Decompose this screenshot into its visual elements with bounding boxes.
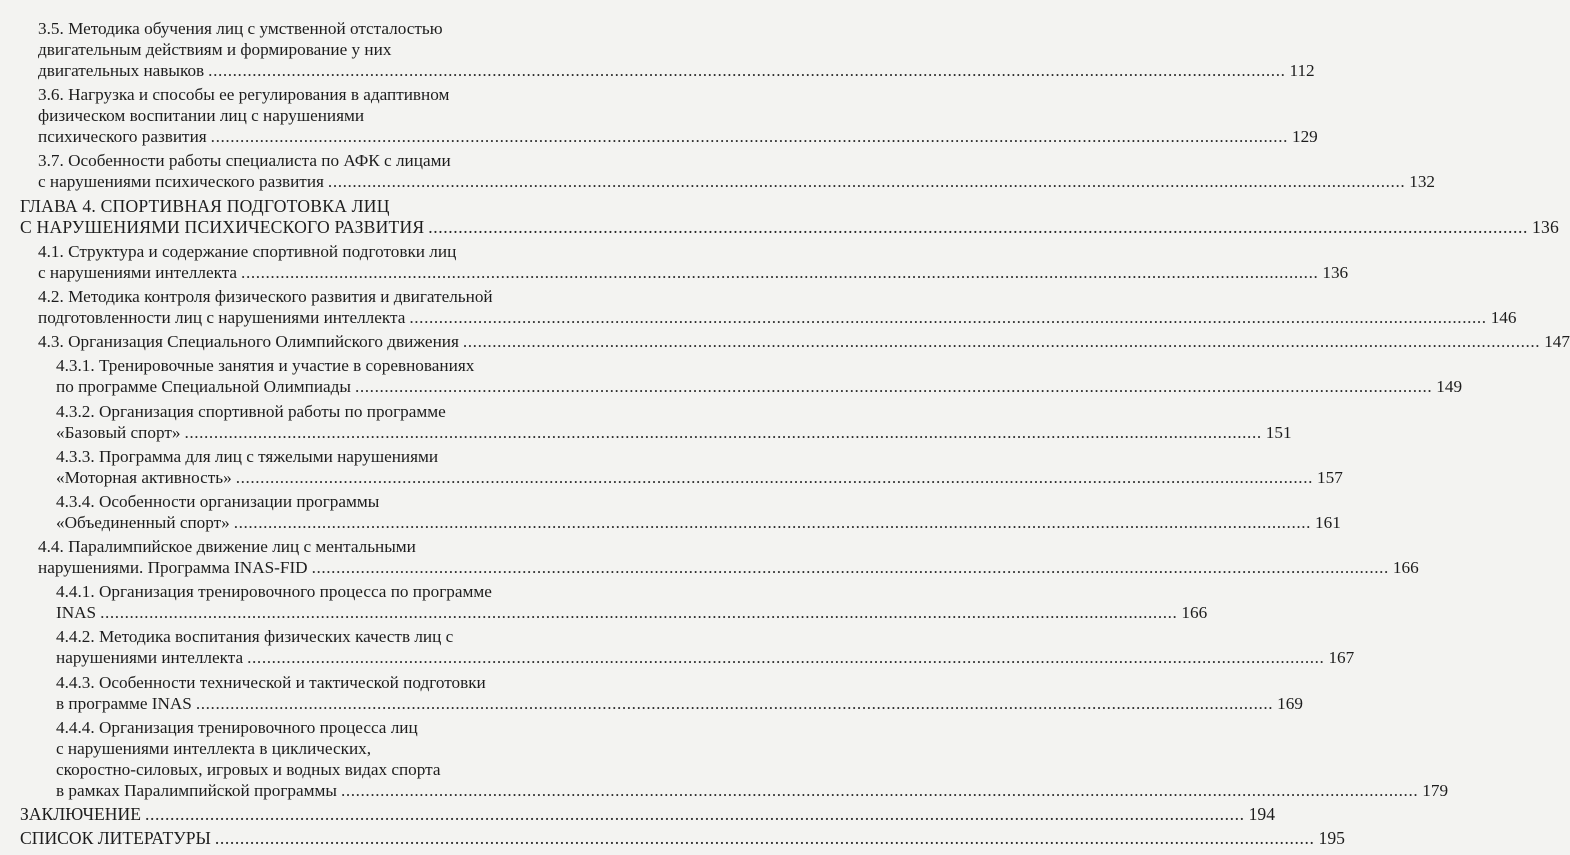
toc-page-number: 147 [1544,332,1570,352]
toc-entry-title-line: «Базовый спорт» [56,422,181,442]
toc-page-number: 179 [1422,780,1449,800]
toc-entry[interactable] [20,491,1341,533]
toc-entry-title-line: 4.4.2. Методика воспитания физических качеств лиц с [56,627,454,647]
toc-entry-last-line [20,828,1345,849]
toc-entry[interactable] [20,150,1436,192]
table-of-contents [20,18,1570,852]
toc-entry[interactable] [20,84,1318,147]
toc-entry-last-line [56,376,1463,397]
toc-entry-title-line: физическом воспитании лиц с нарушениями [38,106,365,126]
dot-leader: ............................................................................................................................................................................................................................ [311,558,1389,578]
toc-entry[interactable] [20,241,1349,283]
toc-entry-title-line: С НАРУШЕНИЯМИ ПСИХИЧЕСКОГО РАЗВИТИЯ [20,216,425,237]
toc-entry[interactable] [20,331,1570,352]
toc-entry[interactable] [20,672,1303,714]
toc-entry-last-line [38,60,1315,81]
dot-leader: ............................................................................................................................................................................................................................ [409,307,1487,327]
toc-entry-title-line: с нарушениями интеллекта в циклических, [56,738,372,758]
toc-entry-title-line: нарушениями. Программа INAS-FID [38,558,308,578]
dot-leader: ............................................................................................................................................................................................................................ [327,172,1406,192]
toc-page-number: 149 [1436,377,1463,397]
toc-entry-title-line: 3.7. Особенности работы специалиста по АФК с лицами [38,151,451,171]
toc-entry[interactable] [20,626,1355,668]
toc-entry-title-line: с нарушениями психического развития [38,172,324,192]
toc-page-number: 195 [1318,828,1345,849]
toc-entry-last-line [56,602,1208,623]
toc-entry-title-line: СПИСОК ЛИТЕРАТУРЫ [20,828,211,849]
toc-entry-title-line: 3.5. Методика обучения лиц с умственной отсталостью [38,19,443,38]
dot-leader: ............................................................................................................................................................................................................................ [428,216,1528,237]
toc-entry-last-line [38,171,1436,192]
toc-entry-last-line [56,693,1303,714]
dot-leader: ............................................................................................................................................................................................................................ [235,467,1313,487]
toc-page-number: 136 [1531,216,1559,237]
toc-entry-last-line [56,467,1343,488]
toc-entry-last-line [20,804,1275,825]
toc-entry-title-line: 4.3.1. Тренировочные занятия и участие в соревнованиях [56,356,475,376]
toc-page-number: 132 [1409,172,1436,192]
toc-entry-title-line: двигательных навыков [38,61,205,80]
toc-entry-last-line [56,512,1341,533]
toc-entry-last-line [20,216,1559,238]
toc-entry-title-line: ГЛАВА 4. СПОРТИВНАЯ ПОДГОТОВКА ЛИЦ [20,195,390,216]
toc-entry[interactable] [20,446,1343,488]
toc-entry-title-line: психического развития [38,127,207,147]
toc-entry-last-line [38,126,1318,147]
toc-entry-title-line: «Моторная активность» [56,467,232,487]
toc-entry-title-line: двигательным действиям и формирование у них [38,40,392,59]
toc-entry-title-line: INAS [56,603,97,623]
toc-entry[interactable] [20,828,1345,849]
toc-page-number: 157 [1317,467,1343,487]
toc-page-number: 166 [1392,558,1419,578]
toc-entry-title-line: 3.6. Нагрузка и способы ее регулирования в адаптивном [38,85,450,105]
toc-entry-title-line: 4.4.3. Особенности технической и тактической подготовки [56,672,486,692]
toc-entry-title-line: нарушениями интеллекта [56,648,244,668]
toc-entry-title-line: с нарушениями интеллекта [38,262,238,282]
dot-leader: ............................................................................................................................................................................................................................ [241,262,1319,282]
toc-page-number: 166 [1181,603,1208,623]
dot-leader: ............................................................................................................................................................................................................................ [462,332,1541,352]
dot-leader: ............................................................................................................................................................................................................................ [214,828,1315,849]
toc-entry-title-line: в рамках Паралимпийской программы [56,780,337,800]
toc-entry-last-line [56,780,1449,801]
dot-leader: ............................................................................................................................................................................................................................ [354,377,1433,397]
toc-entry-last-line [56,422,1292,443]
toc-entry[interactable] [20,536,1419,578]
toc-entry-title-line: 4.3.4. Особенности организации программы [56,491,380,511]
toc-entry-last-line [38,331,1570,352]
toc-entry-title-line: 4.3. Организация Специального Олимпийского движения [38,332,459,352]
toc-entry-title-line: 4.3.2. Организация спортивной работы по программе [56,401,446,421]
toc-entry[interactable] [20,804,1275,825]
toc-entry-title-line: 4.4.1. Организация тренировочного процесса по программе [56,582,492,602]
toc-entry-last-line [38,557,1419,578]
toc-entry-title-line: подготовленности лиц с нарушениями интеллекта [38,307,406,327]
toc-entry[interactable] [20,401,1292,443]
dot-leader: ............................................................................................................................................................................................................................ [247,648,1325,668]
toc-page-number: 146 [1490,307,1517,327]
dot-leader: ............................................................................................................................................................................................................................ [100,603,1178,623]
toc-page-number: 151 [1265,422,1292,442]
toc-entry[interactable] [20,717,1449,801]
toc-page-number: 167 [1328,648,1355,668]
toc-page-number: 194 [1248,804,1275,824]
toc-entry-last-line [56,647,1355,668]
toc-entry[interactable] [20,581,1208,623]
toc-entry-title-line: 4.1. Структура и содержание спортивной подготовки лиц [38,241,457,261]
toc-entry[interactable] [20,355,1463,397]
toc-entry-last-line [38,262,1349,283]
dot-leader: ............................................................................................................................................................................................................................ [208,61,1286,80]
toc-entry-title-line: скоростно-силовых, игровых и водных видах спорта [56,759,441,779]
dot-leader: ............................................................................................................................................................................................................................ [340,780,1419,800]
toc-entry-title-line: 4.4. Паралимпийское движение лиц с ментальными [38,537,416,557]
toc-entry-last-line [38,307,1517,328]
toc-entry[interactable] [20,286,1517,328]
dot-leader: ............................................................................................................................................................................................................................ [195,693,1274,713]
toc-page-number: 129 [1291,127,1318,147]
toc-entry-title-line: 4.3.3. Программа для лиц с тяжелыми нарушениями [56,446,439,466]
toc-page-number: 136 [1322,262,1349,282]
toc-entry-title-line: 4.2. Методика контроля физического развития и двигательной [38,286,493,306]
toc-entry-title-line: «Объединенный спорт» [56,512,230,532]
toc-entry-title-line: 4.4.4. Организация тренировочного процесса лиц [56,717,418,737]
dot-leader: ............................................................................................................................................................................................................................ [233,512,1312,532]
toc-page-number: 112 [1289,61,1315,80]
dot-leader: ............................................................................................................................................................................................................................ [210,127,1288,147]
toc-entry-title-line: по программе Специальной Олимпиады [56,377,351,397]
toc-chapter-entry[interactable] [20,195,1559,238]
toc-entry[interactable] [20,18,1315,81]
toc-entry-title-line: ЗАКЛЮЧЕНИЕ [20,804,141,824]
toc-page-number: 169 [1277,693,1303,713]
dot-leader: ............................................................................................................................................................................................................................ [144,804,1245,824]
toc-entry-title-line: в программе INAS [56,693,192,713]
toc-page-number: 161 [1315,512,1341,532]
dot-leader: ............................................................................................................................................................................................................................ [184,422,1262,442]
